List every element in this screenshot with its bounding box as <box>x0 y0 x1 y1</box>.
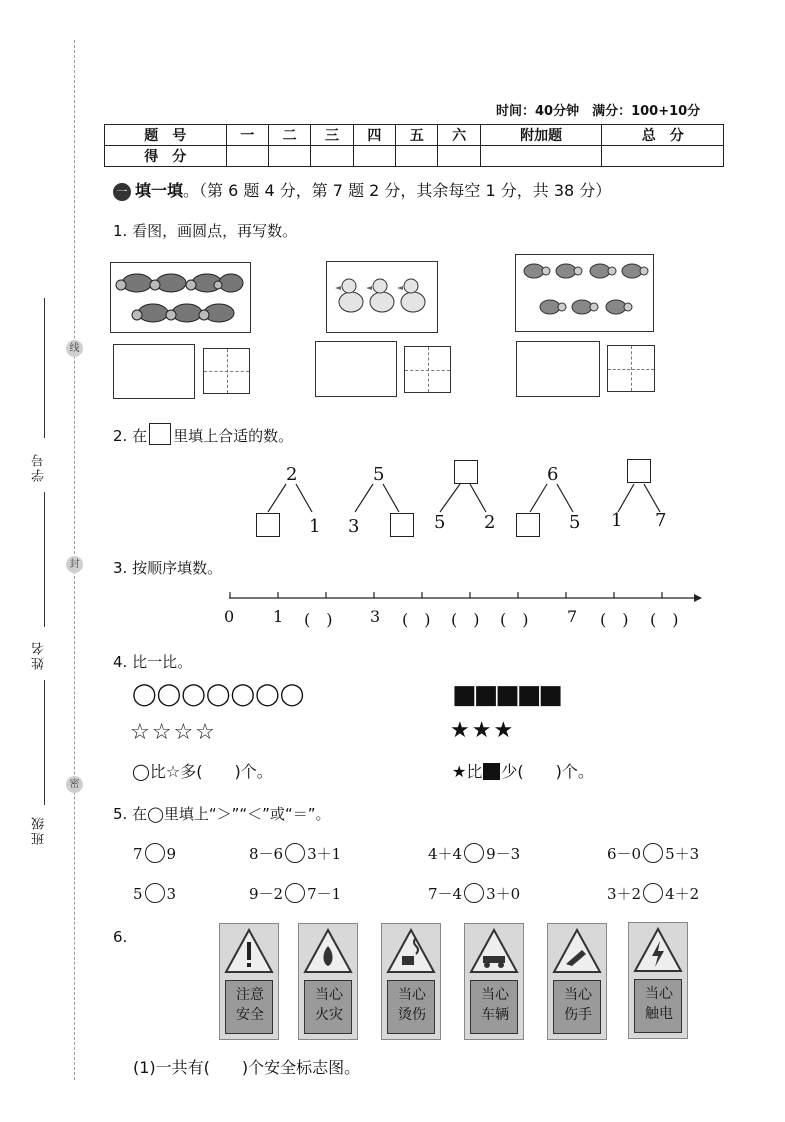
duck-icons <box>327 262 437 332</box>
safety-sign <box>628 922 688 1039</box>
right-expr: 7－1 <box>307 885 342 903</box>
sign-line-2: 烫伤 <box>398 1007 426 1023</box>
bond-4-top: 6 <box>547 464 559 485</box>
comparison-item <box>607 883 699 904</box>
dot-drawing-box-3[interactable] <box>516 341 600 397</box>
name-label: 姓名 <box>32 640 47 670</box>
section-title-text: 填一填 <box>135 181 184 200</box>
table-cell: 四 <box>353 125 395 146</box>
table-cell: 得 分 <box>105 146 227 167</box>
answer-circle[interactable] <box>285 883 305 903</box>
question-4: 4. 比一比。 <box>113 653 193 671</box>
section-badge: 一 <box>113 183 131 201</box>
comparison-item <box>133 843 176 863</box>
number-line-blank[interactable]: ( ) <box>500 610 529 629</box>
sign-line-1: 当心 <box>315 987 343 1003</box>
score-table <box>104 124 724 167</box>
bond-2-right-answer-box[interactable] <box>390 513 414 537</box>
binding-mark-3: 密 <box>66 776 83 793</box>
sign-line-1: 当心 <box>481 987 509 1003</box>
question-6: 6. <box>113 928 128 946</box>
bond-3-right: 2 <box>484 512 496 533</box>
circles-row: ◯◯◯◯◯◯◯ <box>132 682 305 707</box>
hot-icon <box>382 924 440 980</box>
answer-circle[interactable] <box>643 883 663 903</box>
question-2-prefix: 2. 在 <box>113 427 148 445</box>
right-expr: 3＋0 <box>486 885 521 903</box>
score-table-score-row <box>105 146 724 167</box>
score-table-header-row <box>105 125 724 146</box>
black-squares-row: ■■■■■ <box>452 680 560 710</box>
student-id-line[interactable] <box>44 298 45 438</box>
bond-5-right: 7 <box>655 510 667 531</box>
class-line[interactable] <box>44 680 45 805</box>
score-input-cell[interactable] <box>226 146 268 167</box>
comparison-item <box>428 843 520 864</box>
white-stars-row: ☆☆☆☆ <box>130 720 217 745</box>
bond-1-right: 1 <box>309 516 321 537</box>
bond-5-top-answer-box[interactable] <box>627 459 651 483</box>
compare-stars-squares <box>452 759 594 782</box>
name-line[interactable] <box>44 492 45 627</box>
comparison-item <box>133 883 176 903</box>
score-input-cell[interactable] <box>438 146 480 167</box>
table-cell: 题 号 <box>105 125 227 146</box>
number-line-blank[interactable]: ( ) <box>451 610 480 629</box>
student-id-label: 学号 <box>32 452 47 482</box>
turtles-picture <box>110 262 251 333</box>
sign-plate <box>634 979 682 1033</box>
black-square-icon <box>483 763 500 780</box>
sign-line-1: 当心 <box>564 987 592 1003</box>
left-expr: 7－4 <box>428 885 463 903</box>
exam-info: 时间：40分钟 满分：100+10分 <box>496 104 701 119</box>
table-cell: 二 <box>268 125 310 146</box>
table-cell: 三 <box>311 125 353 146</box>
left-expr: 7 <box>133 845 143 863</box>
comparison-item <box>607 843 699 864</box>
right-expr: 9 <box>166 845 177 863</box>
answer-circle[interactable] <box>464 883 484 903</box>
question-2 <box>113 423 293 446</box>
ant-icons <box>516 255 653 331</box>
answer-circle[interactable] <box>145 883 165 903</box>
comparison-item <box>249 883 341 904</box>
safety-sign <box>219 923 279 1040</box>
number-line-label: 1 <box>273 607 284 626</box>
number-writing-grid-3[interactable] <box>607 345 655 392</box>
sign-line-2: 火灾 <box>315 1007 343 1023</box>
sign-line-2: 车辆 <box>481 1007 509 1023</box>
score-input-cell[interactable] <box>311 146 353 167</box>
dot-drawing-box-2[interactable] <box>315 341 397 397</box>
score-input-cell[interactable] <box>602 146 724 167</box>
number-line-label: 3 <box>370 607 381 626</box>
score-input-cell[interactable] <box>353 146 395 167</box>
lightning-icon <box>629 923 687 979</box>
compare-text-a: ★比 <box>452 762 483 781</box>
exclamation-icon <box>220 924 278 980</box>
sign-plate <box>553 980 601 1034</box>
question-1: 1. 看图，画圆点，再写数。 <box>113 222 298 240</box>
left-expr: 6－0 <box>607 845 642 863</box>
number-line-blank[interactable]: ( ) <box>650 610 679 629</box>
dot-drawing-box-1[interactable] <box>113 344 195 399</box>
right-expr: 3 <box>166 885 177 903</box>
number-line-label: 0 <box>224 607 235 626</box>
sign-line-2: 伤手 <box>564 1007 592 1023</box>
question-6-part-1: (1)一共有( )个安全标志图。 <box>133 1058 361 1077</box>
answer-circle[interactable] <box>464 843 484 863</box>
score-input-cell[interactable] <box>480 146 602 167</box>
score-input-cell[interactable] <box>268 146 310 167</box>
sign-line-1: 当心 <box>645 986 673 1002</box>
sign-line-2: 触电 <box>645 1006 673 1022</box>
bond-4-right: 5 <box>569 512 581 533</box>
left-expr: 8－6 <box>249 845 284 863</box>
comparison-item <box>428 883 520 904</box>
black-stars-row: ★★★ <box>450 718 516 743</box>
answer-circle[interactable] <box>643 843 663 863</box>
compare-circles-stars: ◯比☆多( )个。 <box>132 762 273 781</box>
number-line-blank[interactable]: ( ) <box>402 610 431 629</box>
sign-plate <box>225 980 273 1034</box>
safety-sign <box>381 923 441 1040</box>
ants-picture <box>515 254 654 332</box>
sign-line-1: 注意 <box>236 987 264 1003</box>
table-cell: 五 <box>396 125 438 146</box>
bond-1-left-answer-box[interactable] <box>256 513 280 537</box>
number-writing-grid-2[interactable] <box>404 346 451 393</box>
number-line-blank[interactable]: ( ) <box>600 610 629 629</box>
score-input-cell[interactable] <box>396 146 438 167</box>
ducks-picture <box>326 261 438 333</box>
sign-line-1: 当心 <box>398 987 426 1003</box>
table-cell: 六 <box>438 125 480 146</box>
comparison-item <box>249 843 341 864</box>
sign-line-2: 安全 <box>236 1007 264 1023</box>
safety-sign <box>547 923 607 1040</box>
left-expr: 3＋2 <box>607 885 642 903</box>
table-cell: 附加题 <box>480 125 602 146</box>
bond-4-left-answer-box[interactable] <box>516 513 540 537</box>
compare-text-b: 少( )个。 <box>501 762 594 781</box>
binding-mark-2: 封 <box>66 556 83 573</box>
bond-1-top: 2 <box>286 464 298 485</box>
fire-icon <box>299 924 357 980</box>
left-expr: 9－2 <box>249 885 284 903</box>
question-5: 5. 在◯里填上“＞”“＜”或“＝”。 <box>113 805 331 823</box>
right-expr: 9－3 <box>486 845 521 863</box>
answer-circle[interactable] <box>285 843 305 863</box>
number-writing-grid-1[interactable] <box>203 348 250 394</box>
class-label: 班级 <box>32 815 47 845</box>
safety-sign <box>298 923 358 1040</box>
bond-3-left: 5 <box>434 512 446 533</box>
right-expr: 4＋2 <box>665 885 700 903</box>
answer-circle[interactable] <box>145 843 165 863</box>
bond-2-top: 5 <box>373 464 385 485</box>
car-icon <box>465 924 523 980</box>
question-2-suffix: 里填上合适的数。 <box>173 427 294 445</box>
table-cell: 一 <box>226 125 268 146</box>
right-expr: 3＋1 <box>307 845 342 863</box>
sign-plate <box>304 980 352 1034</box>
bond-3-top-answer-box[interactable] <box>454 460 478 484</box>
bond-5-left: 1 <box>611 510 623 531</box>
question-3: 3. 按顺序填数。 <box>113 559 223 577</box>
sign-plate <box>470 980 518 1034</box>
section-title <box>113 178 611 201</box>
bond-2-left: 3 <box>348 516 360 537</box>
right-expr: 5＋3 <box>665 845 700 863</box>
number-line-blank[interactable]: ( ) <box>304 610 333 629</box>
binding-mark-1: 线 <box>66 340 83 357</box>
blank-square-icon <box>149 423 171 445</box>
left-expr: 5 <box>133 885 143 903</box>
section-note: 。（第 6 题 4 分，第 7 题 2 分，其余每空 1 分，共 38 分） <box>183 181 612 200</box>
sign-plate <box>387 980 435 1034</box>
hand-icon <box>548 924 606 980</box>
table-cell: 总 分 <box>602 125 724 146</box>
number-line-label: 7 <box>567 607 578 626</box>
turtle-icons <box>111 263 250 332</box>
safety-sign <box>464 923 524 1040</box>
left-expr: 4＋4 <box>428 845 463 863</box>
